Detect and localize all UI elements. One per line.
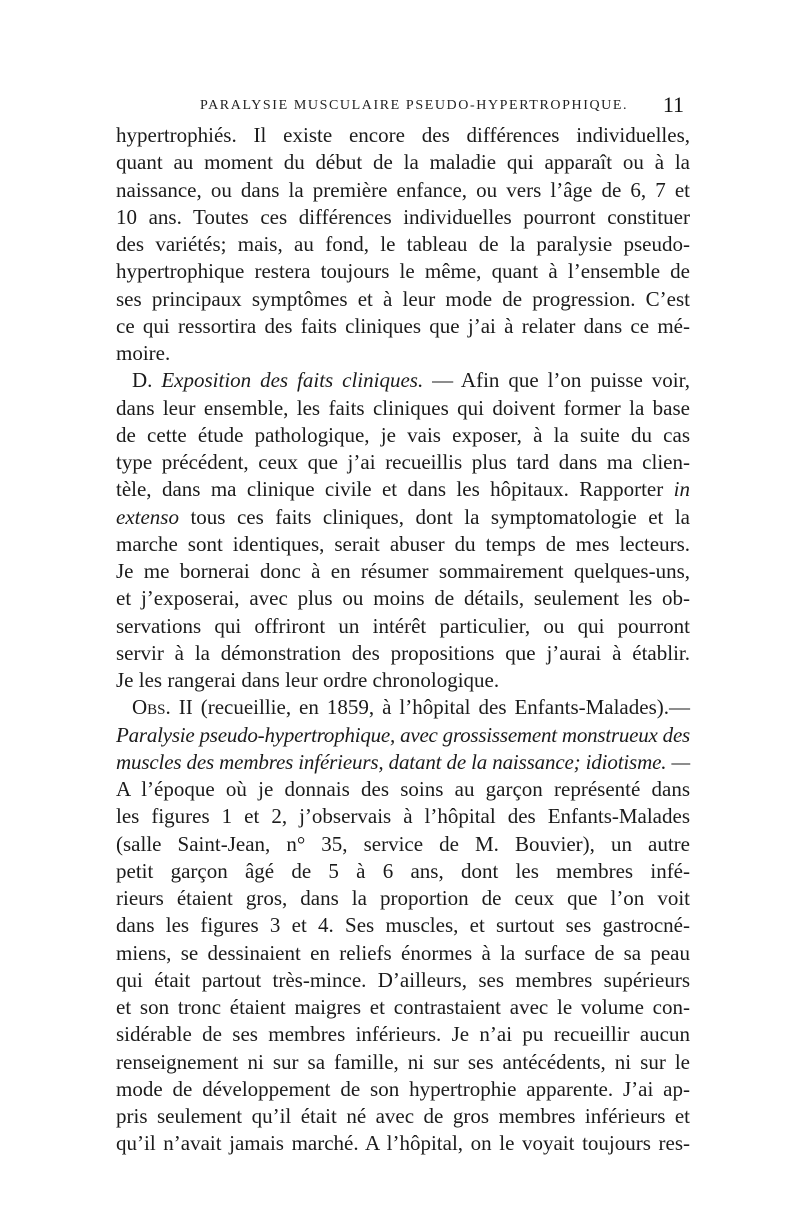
text-line: Je les rangerai dans leur ordre chronologique. <box>116 668 500 692</box>
text-line: 10 ans. Toutes ces différences individuelles pourront constituer <box>116 204 690 229</box>
observation-heading: Obs. II (recueillie, en 1859, à l’hôpital des Enfants-Malades).— <box>132 695 690 720</box>
obs-label: Obs. <box>132 695 171 720</box>
section-heading-line: D. Exposition des faits cliniques. — Afin que l’on puisse voir, <box>132 368 690 393</box>
text-line: miens, se dessinaient en reliefs énormes à la surface de sa peau <box>116 940 690 965</box>
text-line: extenso tous ces faits cliniques, dont la symptomatologie et la <box>116 504 690 529</box>
text-line: dans leur ensemble, les faits cliniques qui doivent former la base <box>116 395 690 420</box>
text-line: quant au moment du début de la maladie qui apparaît ou à la <box>116 150 690 175</box>
text-line: pris seulement qu’il était né avec de gros membres inférieurs et <box>116 1104 690 1128</box>
observation-title-line: Paralysie pseudo-hypertrophique, avec grossissement monstrueux des <box>116 722 690 747</box>
text-line: Je me bornerai donc à en résumer sommairement quelques-uns, <box>116 559 690 583</box>
running-head <box>200 92 690 118</box>
text-line: tèle, dans ma clinique civile et dans les hôpitaux. Rapporter in <box>116 477 690 502</box>
text-line: (salle Saint-Jean, n° 35, service de M. Bouvier), un autre <box>116 831 690 856</box>
text-line: ce qui ressortira des faits cliniques que j’ai à relater dans ce mé- <box>116 313 690 338</box>
text-line: marche sont identiques, serait abuser du temps de mes lecteurs. <box>116 531 690 556</box>
observation-title-line: muscles des membres inférieurs, datant de la naissance; idiotisme. — <box>116 749 690 774</box>
text-line: de cette étude pathologique, je vais exposer, à la suite du cas <box>116 422 690 447</box>
text-line: type précédent, ceux que j’ai recueillis plus tard dans ma clien- <box>116 450 690 474</box>
text-line: servations qui offriront un intérêt particulier, ou qui pourront <box>116 613 690 638</box>
text-line: petit garçon âgé de 5 à 6 ans, dont les membres infé- <box>116 858 690 883</box>
text-line: renseignement ni sur sa famille, ni sur ses antécédents, ni sur le <box>116 1049 690 1074</box>
text-line: dans les figures 3 et 4. Ses muscles, et surtout ses gastrocné- <box>116 913 690 938</box>
section-letter: D. <box>132 368 153 393</box>
text-line: qu’il n’avait jamais marché. A l’hôpital, on le voyait toujours res- <box>116 1131 690 1156</box>
section-title: Exposition des faits cliniques. <box>161 368 424 393</box>
text-line: des variétés; mais, au fond, le tableau de la paralysie pseudo- <box>116 232 690 256</box>
text-line: sidérable de ses membres inférieurs. Je n’ai pu recueillir aucun <box>116 1022 690 1047</box>
running-title: PARALYSIE MUSCULAIRE PSEUDO-HYPERTROPHIQUE. <box>200 98 629 113</box>
text-line: servir à la démonstration des propositions que j’aurai à établir. <box>116 640 690 665</box>
text-line: les figures 1 et 2, j’observais à l’hôpital des Enfants-Malades <box>116 804 690 829</box>
text-line: A l’époque où je donnais des soins au garçon représenté dans <box>116 777 690 801</box>
text-line: qui était partout très-mince. D’ailleurs, ses membres supérieurs <box>116 967 690 992</box>
text-line: hypertrophiés. Il existe encore des différences individuelles, <box>116 123 690 147</box>
text-line: rieurs étaient gros, dans la proportion de ceux que l’on voit <box>116 886 690 910</box>
page-number: 11 <box>662 92 684 117</box>
text-line: mode de développement de son hypertrophie apparente. J’ai ap- <box>116 1076 690 1101</box>
text-line: naissance, ou dans la première enfance, ou vers l’âge de 6, 7 et <box>116 177 690 202</box>
text-line: et son tronc étaient maigres et contrastaient avec le volume con- <box>116 995 690 1019</box>
body-text <box>116 122 690 1158</box>
text-line: hypertrophique restera toujours le même, quant à l’ensemble de <box>116 259 690 284</box>
text-line: et j’exposerai, avec plus ou moins de détails, seulement les ob- <box>116 586 690 611</box>
text-line: ses principaux symptômes et à leur mode de progression. C’est <box>116 286 690 311</box>
text-line: moire. <box>116 341 171 365</box>
